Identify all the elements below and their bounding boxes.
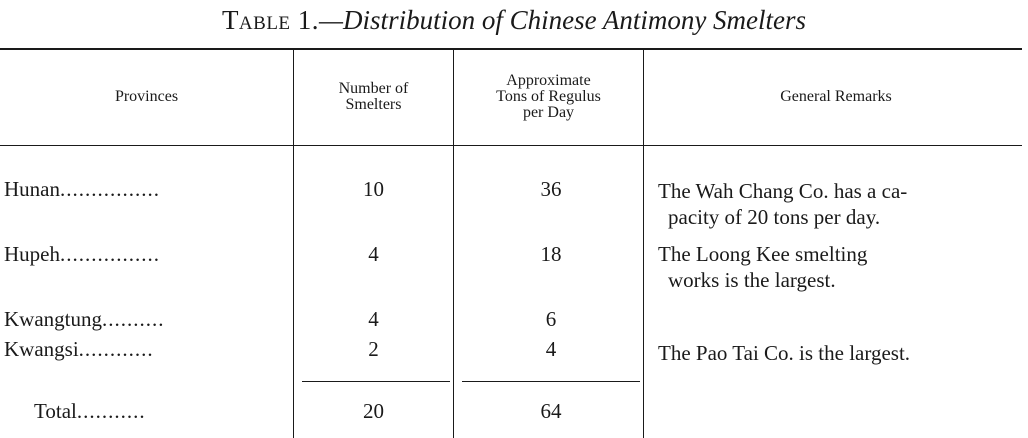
total-rule <box>302 381 450 382</box>
header-tons-line: Tons of Regulus <box>496 88 601 105</box>
header-tons-line: Approximate <box>506 72 591 89</box>
row-province <box>4 336 290 362</box>
row-province <box>4 306 290 332</box>
total-smelters: 20 <box>363 399 384 423</box>
header-remarks <box>644 49 1028 145</box>
total-tons: 64 <box>540 399 562 423</box>
province-name: Hupeh <box>4 242 60 266</box>
header-smelters-line: Smelters <box>345 96 402 113</box>
table-title <box>0 2 1028 38</box>
leader-dots: ........... <box>76 399 146 423</box>
row-smelters: 4 <box>368 307 379 331</box>
header-tons <box>454 49 643 145</box>
row-province <box>4 241 290 267</box>
row-remark <box>658 178 1024 230</box>
leader-dots: ................ <box>60 177 160 201</box>
header-smelters-line: Number of <box>338 80 409 97</box>
remark-line: The Pao Tai Co. is the largest. <box>658 341 911 365</box>
row-smelters: 2 <box>368 337 379 361</box>
header-provinces-label: Provinces <box>114 88 179 105</box>
row-tons: 4 <box>545 337 557 361</box>
province-name: Kwangtung <box>4 307 102 331</box>
province-name: Kwangsi <box>4 337 79 361</box>
remark-line: The Wah Chang Co. has a ca- <box>658 179 908 203</box>
table-number: Table 1. <box>221 5 320 35</box>
leader-dots: ............ <box>78 337 154 361</box>
header-tons-line: per Day <box>522 104 575 121</box>
total-label <box>34 398 290 424</box>
header-rule <box>0 145 1022 146</box>
total-text: Total <box>34 399 77 423</box>
row-tons: 18 <box>540 242 562 266</box>
remark-line: works is the largest. <box>668 268 836 292</box>
row-tons: 6 <box>545 307 557 331</box>
row-smelters: 4 <box>368 242 379 266</box>
header-smelters <box>294 49 453 145</box>
leader-dots: .......... <box>102 307 165 331</box>
header-remarks-label: General Remarks <box>780 88 892 105</box>
header-provinces <box>0 49 293 145</box>
province-name: Hunan <box>4 177 60 201</box>
table-caption: —Distribution of Chinese Antimony Smelters <box>319 5 807 35</box>
row-smelters: 10 <box>363 177 384 201</box>
remark-line: pacity of 20 tons per day. <box>668 205 881 229</box>
row-tons: 36 <box>540 177 562 201</box>
total-rule <box>462 381 640 382</box>
row-remark <box>658 241 1024 293</box>
row-province <box>4 176 290 202</box>
leader-dots: ................ <box>60 242 160 266</box>
row-remark <box>658 340 1024 366</box>
remark-line: The Loong Kee smelting <box>658 242 868 266</box>
